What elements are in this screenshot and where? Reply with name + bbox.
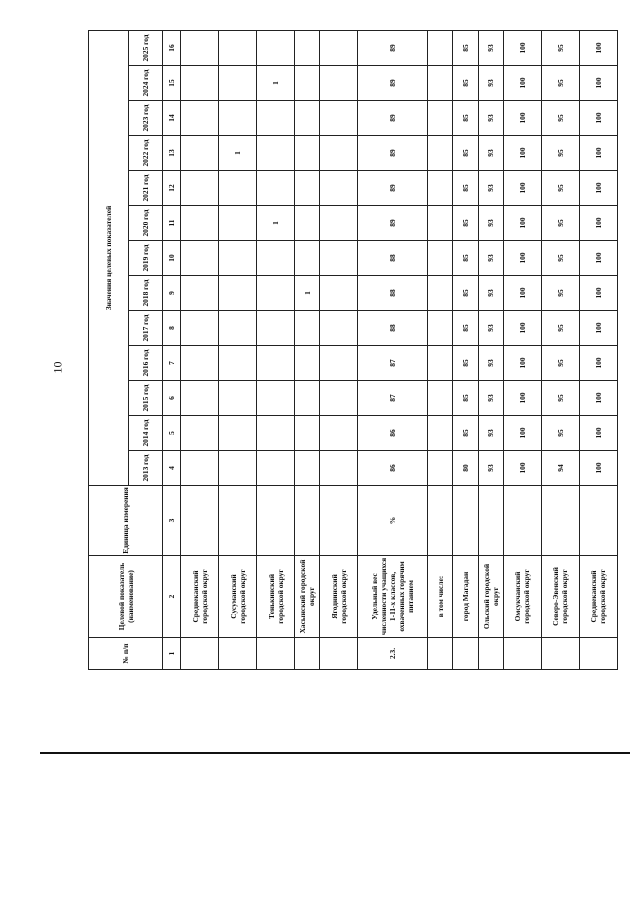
- row-indicator-name: Тенькинский городской округ: [257, 556, 295, 638]
- value-cell: 93: [478, 171, 503, 206]
- value-cell: 89: [358, 206, 428, 241]
- value-cell: 1: [295, 276, 320, 311]
- value-cell: 100: [503, 136, 541, 171]
- value-cell: [320, 241, 358, 276]
- table-row: [503, 31, 541, 670]
- value-cell: [181, 381, 219, 416]
- row-number: [320, 638, 358, 670]
- value-cell: [427, 101, 452, 136]
- column-number: 8: [163, 311, 181, 346]
- value-cell: 100: [503, 276, 541, 311]
- value-cell: [295, 311, 320, 346]
- value-cell: 89: [358, 171, 428, 206]
- value-cell: 100: [503, 171, 541, 206]
- column-number: 5: [163, 416, 181, 451]
- value-cell: 85: [453, 136, 478, 171]
- value-cell: 93: [478, 136, 503, 171]
- table-row: [257, 31, 295, 670]
- row-indicator-name: Среднеканский городской округ: [579, 556, 617, 638]
- row-unit: [503, 486, 541, 556]
- value-cell: 88: [358, 241, 428, 276]
- table-row: [358, 31, 428, 670]
- value-cell: [295, 101, 320, 136]
- row-indicator-name: в том числе:: [427, 556, 452, 638]
- table-body: [181, 31, 618, 670]
- year-header: 2018 год: [129, 276, 163, 311]
- column-number: 13: [163, 136, 181, 171]
- value-cell: [257, 346, 295, 381]
- value-cell: 100: [503, 101, 541, 136]
- value-cell: [320, 31, 358, 66]
- value-cell: 93: [478, 416, 503, 451]
- value-cell: [295, 31, 320, 66]
- indicators-table: [88, 30, 618, 670]
- value-cell: [427, 206, 452, 241]
- year-header: 2025 год: [129, 31, 163, 66]
- value-cell: [219, 31, 257, 66]
- value-cell: [257, 416, 295, 451]
- value-cell: 100: [579, 31, 617, 66]
- value-cell: [320, 171, 358, 206]
- value-cell: [427, 451, 452, 486]
- row-unit: [427, 486, 452, 556]
- row-number: [257, 638, 295, 670]
- value-cell: 80: [453, 451, 478, 486]
- year-header: 2013 год: [129, 451, 163, 486]
- value-cell: 88: [358, 311, 428, 346]
- value-cell: 95: [541, 241, 579, 276]
- value-cell: 93: [478, 101, 503, 136]
- value-cell: [320, 66, 358, 101]
- column-number: 1: [163, 638, 181, 670]
- year-header: 2023 год: [129, 101, 163, 136]
- column-number: 4: [163, 451, 181, 486]
- value-cell: [257, 31, 295, 66]
- column-number: 2: [163, 556, 181, 638]
- value-cell: [181, 451, 219, 486]
- value-cell: 93: [478, 206, 503, 241]
- value-cell: 89: [358, 31, 428, 66]
- column-number: 12: [163, 171, 181, 206]
- value-cell: [181, 241, 219, 276]
- table-row: [541, 31, 579, 670]
- value-cell: [219, 311, 257, 346]
- year-header: 2014 год: [129, 416, 163, 451]
- year-header: 2016 год: [129, 346, 163, 381]
- value-cell: 100: [579, 66, 617, 101]
- value-cell: 95: [541, 416, 579, 451]
- row-indicator-name: Северо-Эвенский городской округ: [541, 556, 579, 638]
- value-cell: [320, 416, 358, 451]
- row-unit: [219, 486, 257, 556]
- column-number: 14: [163, 101, 181, 136]
- value-cell: [181, 101, 219, 136]
- column-number: 7: [163, 346, 181, 381]
- value-cell: 100: [503, 241, 541, 276]
- value-cell: [257, 311, 295, 346]
- value-cell: [257, 171, 295, 206]
- value-cell: 100: [579, 136, 617, 171]
- value-cell: [427, 31, 452, 66]
- value-cell: [320, 346, 358, 381]
- value-cell: [295, 381, 320, 416]
- row-indicator-name: Ольский городской округ: [478, 556, 503, 638]
- value-cell: 88: [358, 276, 428, 311]
- value-cell: [257, 451, 295, 486]
- value-cell: [219, 171, 257, 206]
- value-cell: 87: [358, 346, 428, 381]
- value-cell: 95: [541, 66, 579, 101]
- value-cell: 1: [257, 206, 295, 241]
- value-cell: 95: [541, 31, 579, 66]
- value-cell: 100: [579, 101, 617, 136]
- value-cell: [219, 451, 257, 486]
- value-cell: [427, 171, 452, 206]
- value-cell: [257, 381, 295, 416]
- value-cell: 100: [503, 346, 541, 381]
- value-cell: [181, 66, 219, 101]
- value-cell: 85: [453, 311, 478, 346]
- value-cell: [219, 101, 257, 136]
- value-cell: 95: [541, 311, 579, 346]
- value-cell: [295, 451, 320, 486]
- value-cell: [181, 31, 219, 66]
- value-cell: [320, 311, 358, 346]
- value-cell: 89: [358, 66, 428, 101]
- value-cell: 100: [503, 451, 541, 486]
- value-cell: 100: [503, 311, 541, 346]
- value-cell: [320, 381, 358, 416]
- value-cell: 93: [478, 381, 503, 416]
- value-cell: 94: [541, 451, 579, 486]
- value-cell: [427, 311, 452, 346]
- value-cell: [295, 171, 320, 206]
- table-row: [181, 31, 219, 670]
- row-indicator-name: город Магадан: [453, 556, 478, 638]
- row-number: [541, 638, 579, 670]
- column-number: 9: [163, 276, 181, 311]
- value-cell: 1: [219, 136, 257, 171]
- value-cell: 100: [579, 346, 617, 381]
- value-cell: 93: [478, 346, 503, 381]
- value-cell: 85: [453, 241, 478, 276]
- value-cell: 93: [478, 241, 503, 276]
- value-cell: 95: [541, 171, 579, 206]
- value-cell: 100: [579, 276, 617, 311]
- value-cell: 93: [478, 311, 503, 346]
- value-cell: [320, 136, 358, 171]
- row-unit: [541, 486, 579, 556]
- value-cell: 85: [453, 346, 478, 381]
- value-cell: [219, 276, 257, 311]
- value-cell: 100: [503, 416, 541, 451]
- row-number: [295, 638, 320, 670]
- row-number: [579, 638, 617, 670]
- header-num: № п/п: [89, 638, 163, 670]
- rotated-table-wrapper: [88, 30, 618, 670]
- value-cell: 100: [503, 381, 541, 416]
- value-cell: 95: [541, 206, 579, 241]
- value-cell: 95: [541, 101, 579, 136]
- row-number: [453, 638, 478, 670]
- horizontal-rule: [40, 752, 630, 754]
- row-unit: [453, 486, 478, 556]
- row-number: [503, 638, 541, 670]
- value-cell: 87: [358, 381, 428, 416]
- value-cell: 89: [358, 101, 428, 136]
- value-cell: [427, 276, 452, 311]
- table-row: [453, 31, 478, 670]
- value-cell: 100: [503, 206, 541, 241]
- value-cell: [427, 416, 452, 451]
- page-number: 10: [50, 361, 65, 374]
- value-cell: [295, 346, 320, 381]
- year-header: 2015 год: [129, 381, 163, 416]
- value-cell: [257, 276, 295, 311]
- row-indicator-name: Среднеканский городской округ: [181, 556, 219, 638]
- row-unit: [579, 486, 617, 556]
- value-cell: [257, 101, 295, 136]
- row-unit: [295, 486, 320, 556]
- value-cell: [320, 101, 358, 136]
- value-cell: 93: [478, 31, 503, 66]
- value-cell: [427, 136, 452, 171]
- value-cell: [181, 136, 219, 171]
- row-unit: [181, 486, 219, 556]
- value-cell: [295, 206, 320, 241]
- row-number: 2.3.: [358, 638, 428, 670]
- column-number: 16: [163, 31, 181, 66]
- value-cell: 100: [579, 206, 617, 241]
- value-cell: [427, 66, 452, 101]
- value-cell: 100: [579, 451, 617, 486]
- value-cell: [257, 241, 295, 276]
- value-cell: 93: [478, 451, 503, 486]
- row-number: [181, 638, 219, 670]
- value-cell: [427, 241, 452, 276]
- value-cell: [219, 206, 257, 241]
- year-header: 2024 год: [129, 66, 163, 101]
- value-cell: 85: [453, 206, 478, 241]
- value-cell: [295, 66, 320, 101]
- value-cell: 1: [257, 66, 295, 101]
- row-indicator-name: Хасынский городской округ: [295, 556, 320, 638]
- value-cell: 100: [579, 311, 617, 346]
- value-cell: [427, 381, 452, 416]
- header-unit: Единица измерения: [89, 486, 163, 556]
- value-cell: 95: [541, 136, 579, 171]
- column-number: 3: [163, 486, 181, 556]
- row-indicator-name: Удельный вес численности учащихся 1-11-х классов, охваченных горячим питанием: [358, 556, 428, 638]
- value-cell: 89: [358, 136, 428, 171]
- row-unit: [257, 486, 295, 556]
- value-cell: 85: [453, 171, 478, 206]
- value-cell: [181, 276, 219, 311]
- table-row: [579, 31, 617, 670]
- value-cell: [219, 346, 257, 381]
- column-number: 10: [163, 241, 181, 276]
- table-row: [478, 31, 503, 670]
- value-cell: [427, 346, 452, 381]
- value-cell: [181, 311, 219, 346]
- value-cell: [181, 416, 219, 451]
- table-row: [427, 31, 452, 670]
- value-cell: 100: [503, 66, 541, 101]
- value-cell: 93: [478, 276, 503, 311]
- row-unit: [478, 486, 503, 556]
- value-cell: 86: [358, 451, 428, 486]
- value-cell: 100: [579, 241, 617, 276]
- year-header: 2017 год: [129, 311, 163, 346]
- row-indicator-name: Сусуманский городской округ: [219, 556, 257, 638]
- value-cell: [320, 451, 358, 486]
- row-number: [427, 638, 452, 670]
- table-row: [219, 31, 257, 670]
- value-cell: [181, 206, 219, 241]
- value-cell: 95: [541, 381, 579, 416]
- row-number: [219, 638, 257, 670]
- year-header: 2020 год: [129, 206, 163, 241]
- value-cell: 95: [541, 276, 579, 311]
- value-cell: 85: [453, 416, 478, 451]
- value-cell: [320, 206, 358, 241]
- value-cell: 100: [579, 171, 617, 206]
- table-row: [320, 31, 358, 670]
- value-cell: [181, 346, 219, 381]
- value-cell: 95: [541, 346, 579, 381]
- value-cell: 100: [579, 381, 617, 416]
- value-cell: [219, 66, 257, 101]
- value-cell: [181, 171, 219, 206]
- value-cell: 93: [478, 66, 503, 101]
- header-values-group: Значения целевых показателей: [89, 31, 129, 486]
- table-row: [295, 31, 320, 670]
- value-cell: 85: [453, 276, 478, 311]
- value-cell: [257, 136, 295, 171]
- column-number: 6: [163, 381, 181, 416]
- value-cell: 86: [358, 416, 428, 451]
- value-cell: [219, 416, 257, 451]
- value-cell: 100: [579, 416, 617, 451]
- value-cell: [219, 241, 257, 276]
- column-number-row: [163, 31, 181, 670]
- header-indicator: Целевой показатель (наименование): [89, 556, 163, 638]
- row-indicator-name: Омсукчанский городской округ: [503, 556, 541, 638]
- row-number: [478, 638, 503, 670]
- value-cell: 85: [453, 31, 478, 66]
- value-cell: [219, 381, 257, 416]
- year-header: 2019 год: [129, 241, 163, 276]
- column-number: 11: [163, 206, 181, 241]
- value-cell: 85: [453, 101, 478, 136]
- value-cell: [295, 416, 320, 451]
- row-unit: %: [358, 486, 428, 556]
- value-cell: [320, 276, 358, 311]
- year-header: 2021 год: [129, 171, 163, 206]
- value-cell: 85: [453, 66, 478, 101]
- value-cell: 85: [453, 381, 478, 416]
- year-header: 2022 год: [129, 136, 163, 171]
- row-unit: [320, 486, 358, 556]
- value-cell: [295, 241, 320, 276]
- column-number: 15: [163, 66, 181, 101]
- value-cell: [295, 136, 320, 171]
- row-indicator-name: Ягоднинский городской округ: [320, 556, 358, 638]
- value-cell: 100: [503, 31, 541, 66]
